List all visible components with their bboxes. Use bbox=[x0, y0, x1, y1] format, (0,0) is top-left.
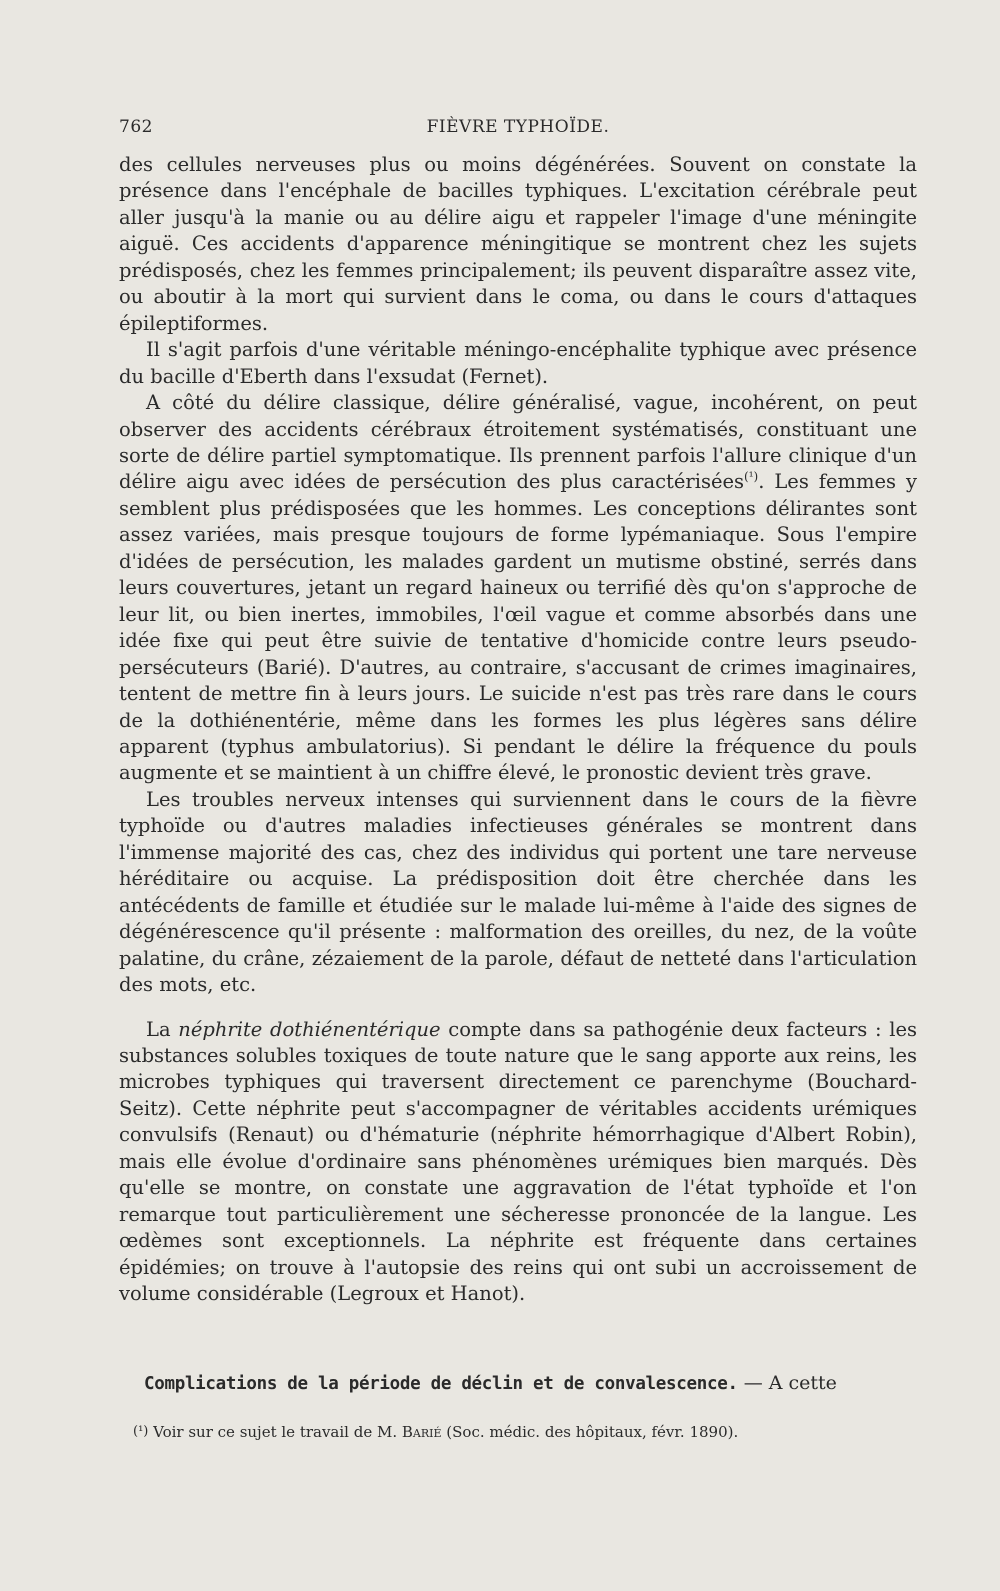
footnote-text: Voir sur ce sujet le travail de M. bbox=[148, 1423, 402, 1441]
italic-term: néphrite dothiénentérique bbox=[178, 1017, 441, 1041]
footnote bbox=[133, 1422, 917, 1442]
section-heading: Complications de la période de déclin et de convalescence. bbox=[144, 1374, 738, 1394]
running-title: FIÈVRE TYPHOÏDE. bbox=[426, 117, 610, 137]
footnote-reference[interactable]: (¹) bbox=[744, 469, 759, 484]
footnote-marker: (¹) bbox=[133, 1424, 149, 1439]
footnote-text: (Soc. médic. des hôpitaux, févr. 1890). bbox=[441, 1423, 739, 1441]
paragraph-delire bbox=[119, 390, 917, 787]
paragraph-text: A côté du délire classique, délire généralisé, vague, incohérent, on peut observer des accidents cérébraux étroitement systématisés, constituant une sorte de délire partiel symptomatique. Ils prennent parfois l'allure clinique d'un délire aigu avec idées de persécution des plus caractérisées bbox=[119, 391, 917, 494]
paragraph-text: — A cette bbox=[737, 1372, 837, 1394]
paragraph-text: . Les femmes y semblent plus prédisposées que les hommes. Les conceptions délirantes sont assez variées, mais presque toujours de forme lypémaniaque. Sous l'empire d'idées de persécution, les malades gardent un mutisme obstiné, serrés dans leurs couvertures, jetant un regard haineux ou terrifié dès qu'on s'approche de leur lit, ou bien inertes, immobiles, l'œil vague et comme absorbés dans une idée fixe qui peut être suivie de tentative d'homicide contre leurs pseudo-persécuteurs (Barié). D'autres, au contraire, s'accusant de crimes imaginaires, tentent de mettre fin à leurs jours. Le suicide n'est pas très rare dans le cours de la dothiénentérie, même dans les formes les plus légères sans délire apparent (typhus ambulatorius). Si pendant le délire la fréquence du pouls augmente et se maintient à un chiffre élevé, le pronostic devient très grave. bbox=[119, 470, 917, 785]
complications-section bbox=[119, 1370, 917, 1397]
paragraph-text: La bbox=[146, 1017, 179, 1041]
paragraph-complications bbox=[119, 1370, 917, 1397]
paragraph-continuation: des cellules nerveuses plus ou moins dégénérées. Souvent on constate la présence dans l'encéphale de bacilles typhiques. L'excitation cérébrale peut aller jusqu'à la manie ou au délire aigu et rappeler l'image d'une méningite aiguë. Ces accidents d'apparence méningitique se montrent chez les sujets prédisposés, chez les femmes principalement; ils peuvent disparaître assez vite, ou aboutir à la mort qui survient dans le coma, ou dans le cours d'attaques épileptiformes. bbox=[119, 153, 917, 335]
paragraph-troubles-nerveux: Les troubles nerveux intenses qui surviennent dans le cours de la fièvre typhoïde ou d'autres maladies infectieuses générales se montrent dans l'immense majorité des cas, chez des individus qui portent une tare nerveuse héréditaire ou acquise. La prédisposition doit être cherchée dans les antécédents de famille et étudiée sur le malade lui-même à l'aide des signes de dégénérescence qu'il présente : malformation des oreilles, du nez, de la voûte palatine, du crâne, zézaiement de la parole, défaut de netteté dans l'articulation des mots, etc. bbox=[119, 787, 917, 997]
page-header bbox=[119, 117, 917, 145]
body-text bbox=[119, 152, 917, 1307]
footnote-author: Barié bbox=[401, 1423, 442, 1441]
paragraph-meningo-encephalite: Il s'agit parfois d'une véritable méningo-encéphalite typhique avec présence du bacille d'Eberth dans l'exsudat (Fernet). bbox=[119, 338, 917, 388]
paragraph-nephrite bbox=[119, 1017, 917, 1308]
page-number: 762 bbox=[119, 117, 153, 137]
paragraph-text: compte dans sa pathogénie deux facteurs : les substances solubles toxiques de toute nature que le sang apporte aux reins, les microbes typhiques qui traversent directement ce parenchyme (Bouchard-Seitz). Cette néphrite peut s'accompagner de véritables accidents urémiques convulsifs (Renaut) ou d'hématurie (néphrite hémorrhagique d'Albert Robin), mais elle évolue d'ordinaire sans phénomènes urémiques bien marqués. Dès qu'elle se montre, on constate une aggravation de l'état typhoïde et l'on remarque tout particulièrement une sécheresse prononcée de la langue. Les œdèmes sont exceptionnels. La néphrite est fréquente dans certaines épidémies; on trouve à l'autopsie des reins qui ont subi un accroissement de volume considérable (Legroux et Hanot). bbox=[119, 1017, 918, 1306]
